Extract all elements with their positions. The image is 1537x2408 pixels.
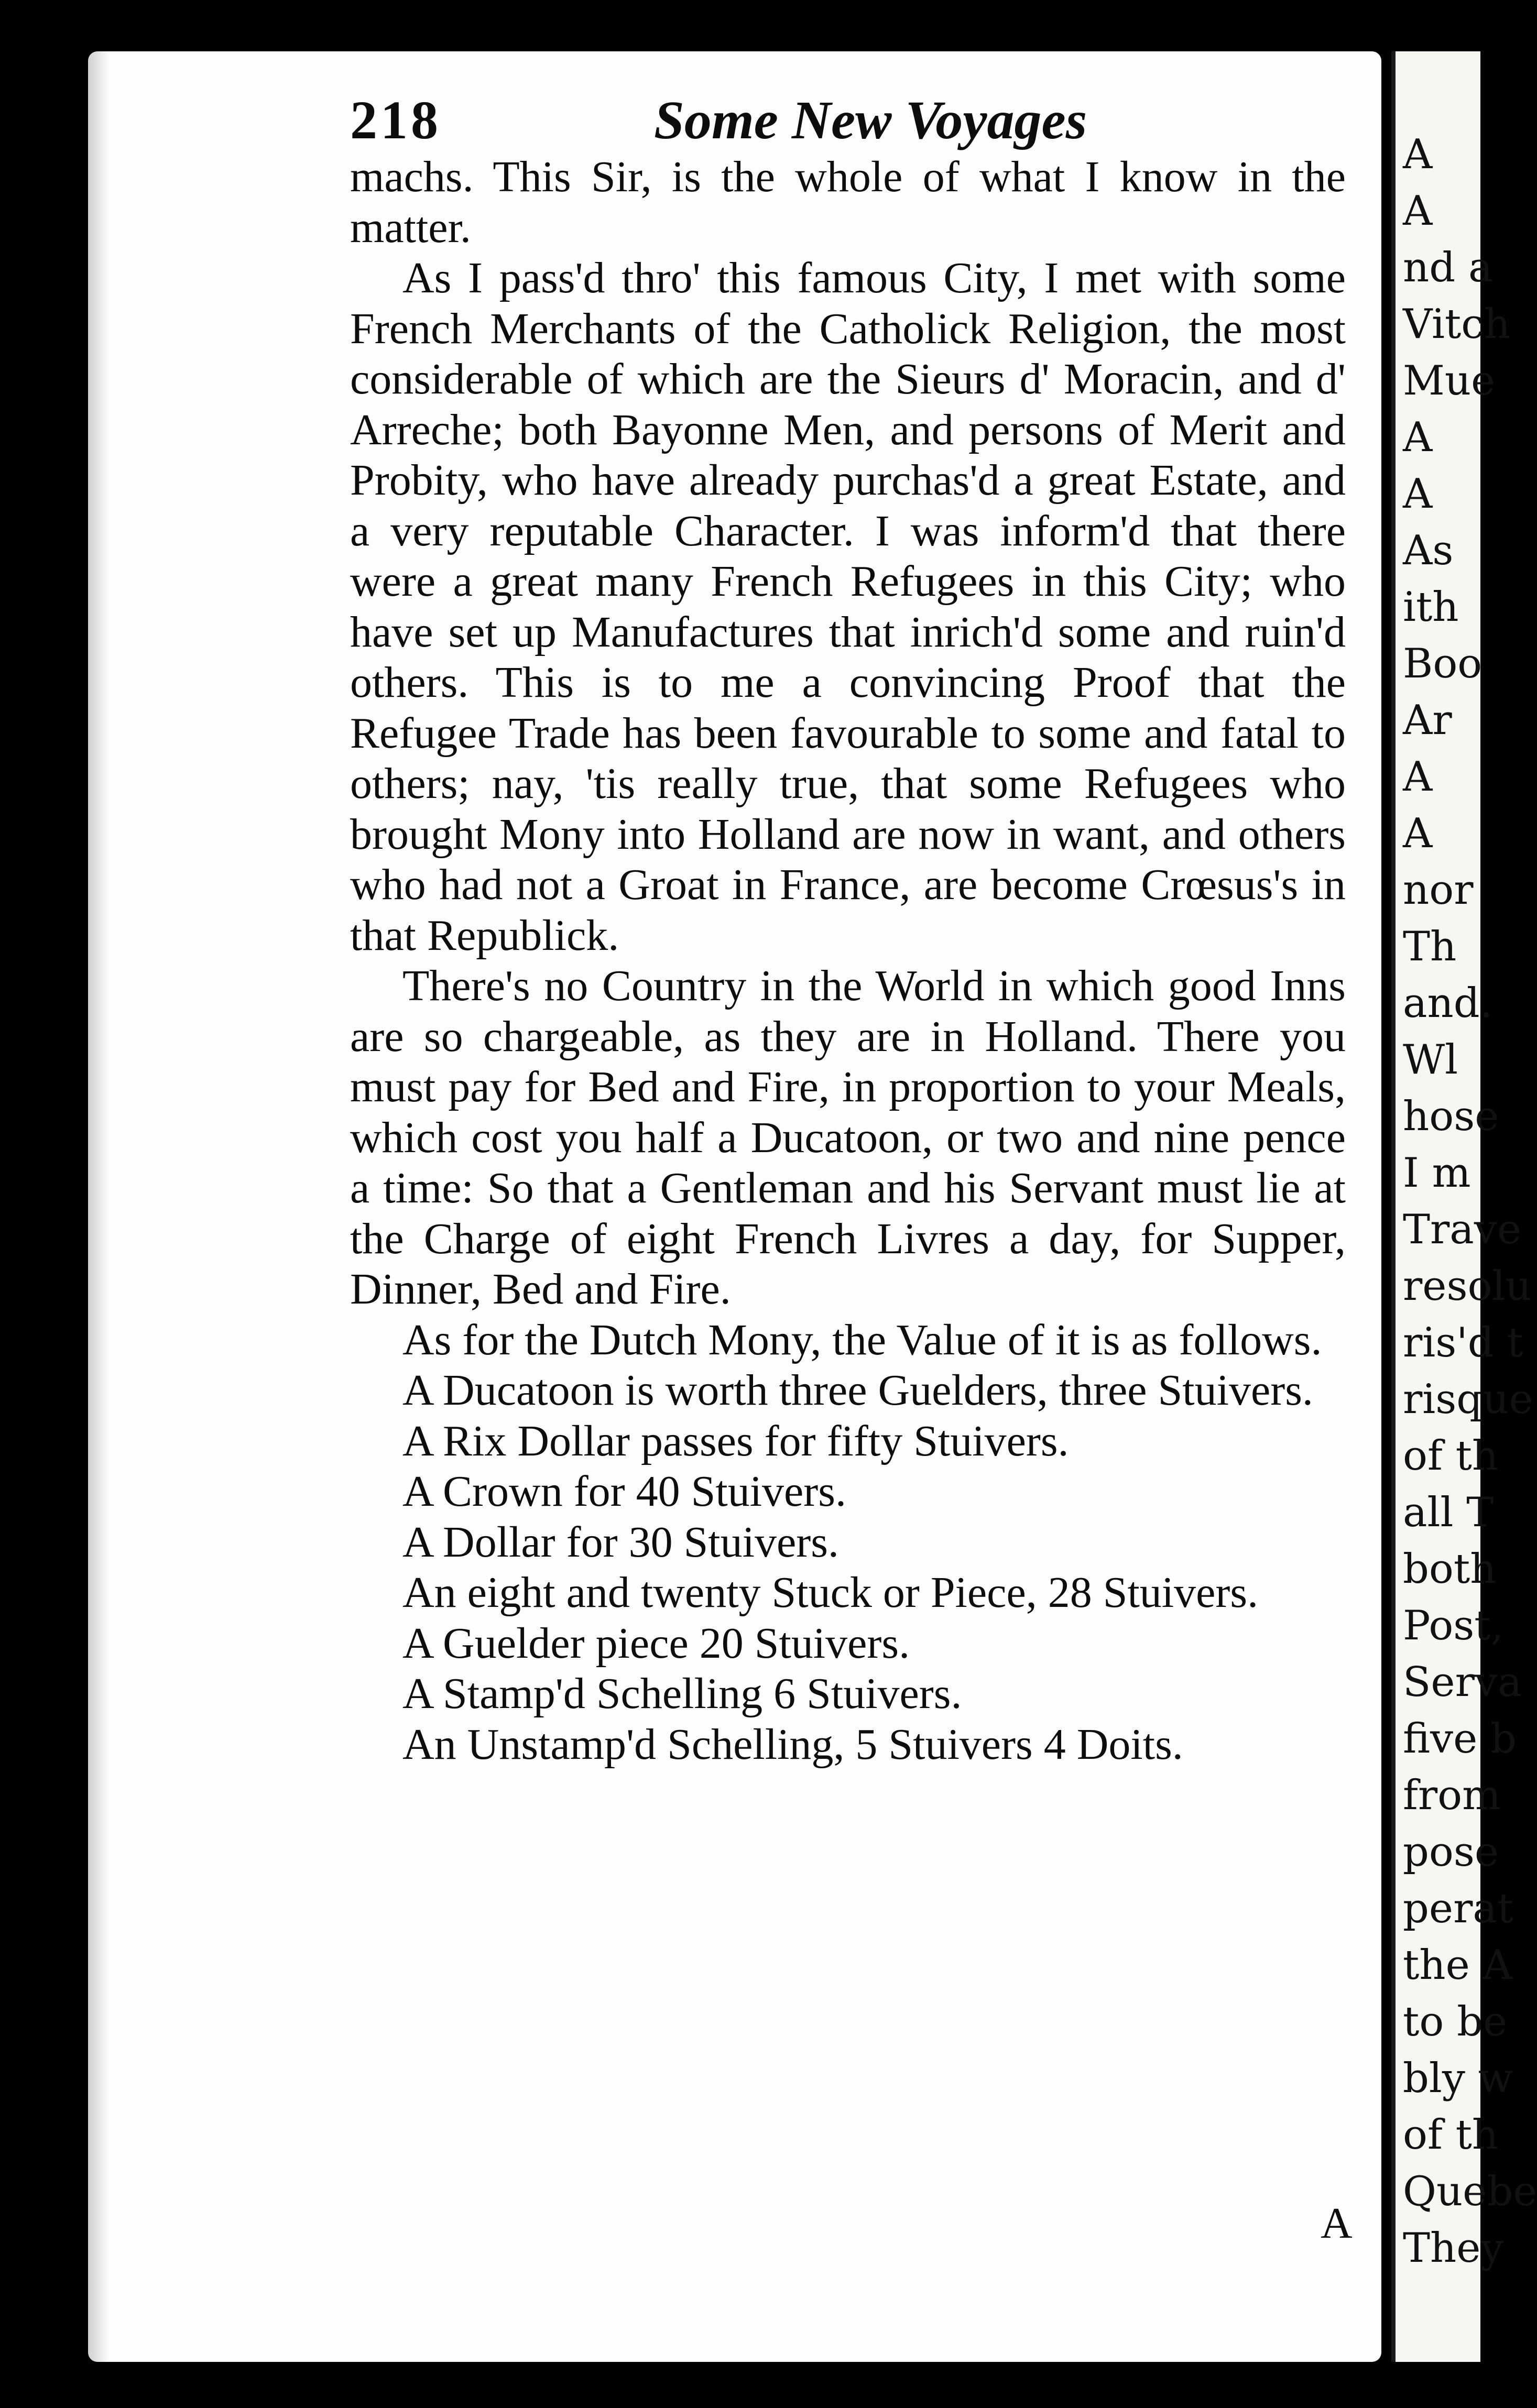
money-item: A Crown for 40 Stuivers. xyxy=(402,1467,846,1516)
facing-page-fragment: Quebe xyxy=(1403,2168,1537,2215)
paragraph-1: machs. This Sir, is the whole of what I know in the matter. xyxy=(350,152,1346,252)
facing-page-fragment: ris'd t xyxy=(1403,1319,1523,1366)
facing-page-fragment: Post, xyxy=(1403,1602,1504,1649)
facing-page-fragment: nor xyxy=(1403,867,1474,914)
facing-page-fragment: A xyxy=(1403,414,1433,461)
facing-page-fragment: Ar xyxy=(1403,697,1452,744)
paragraph-3: There's no Country in the World in which good Inns are so chargeable, as they are in Holland. There you must pay for Bed and Fire, in proportion to your Meals, which cost you half a Ducatoon, or two and nine pence a time: So that a Gentleman and his Servant must lie at the Charge of eight French Livres a day, for Supper, Dinner, Bed and Fire. xyxy=(350,961,1346,1314)
page-number: 218 xyxy=(350,90,441,150)
facing-page-fragment: the A xyxy=(1403,1942,1512,1989)
facing-page-fragment: bly w xyxy=(1403,2055,1513,2102)
facing-page-fragment: perat xyxy=(1403,1885,1514,1932)
facing-page-fragment: of th xyxy=(1403,1432,1499,1480)
money-item: A Ducatoon is worth three Guelders, three Stuivers. xyxy=(402,1366,1313,1415)
facing-page-fragment: A xyxy=(1403,810,1433,857)
facing-page-fragment: Boo xyxy=(1403,640,1483,687)
facing-page-fragment: Serva xyxy=(1403,1659,1522,1706)
facing-page-strip xyxy=(1391,51,1537,2362)
facing-page-fragment: Trave xyxy=(1403,1206,1522,1253)
facing-page-fragment: from xyxy=(1403,1772,1501,1819)
facing-page-fragment: I m xyxy=(1403,1150,1471,1197)
facing-page-fragment: A xyxy=(1403,188,1433,235)
facing-page-fragment: A xyxy=(1403,470,1433,518)
facing-page-fragment: Wl xyxy=(1403,1036,1458,1083)
running-title: Some New Voyages xyxy=(654,90,1087,150)
page-text xyxy=(350,73,1346,1770)
facing-page-fragment: and. xyxy=(1403,980,1493,1027)
facing-page-fragment: A xyxy=(1403,131,1433,178)
facing-page-fragment: both xyxy=(1403,1546,1497,1593)
page-header xyxy=(350,73,1346,152)
money-item: An Unstamp'd Schelling, 5 Stuivers 4 Doits. xyxy=(402,1720,1183,1769)
money-item: An eight and twenty Stuck or Piece, 28 Stuivers. xyxy=(402,1568,1259,1617)
facing-page-fragment: pose xyxy=(1403,1829,1499,1876)
money-item: A Guelder piece 20 Stuivers. xyxy=(402,1618,910,1668)
facing-page-fragment: Mue xyxy=(1403,357,1496,404)
paragraph-4: As for the Dutch Mony, the Value of it is as follows. xyxy=(402,1315,1322,1364)
facing-page-fragment: ith xyxy=(1403,584,1459,631)
facing-page-fragment: five b xyxy=(1403,1715,1517,1763)
money-item: A Stamp'd Schelling 6 Stuivers. xyxy=(402,1669,962,1718)
catchword: A xyxy=(1321,2199,1353,2248)
paragraph-2: As I pass'd thro' this famous City, I met with some French Merchants of the Catholick Religion, the most considerable of which are the Sieurs d' Moracin, and d' Arreche; both Bayonne Men, and persons of Merit and Probity, who have already purchas'd a great Estate, and a very reputable Character. I was inform'd that there were a great many French Refugees in this City; who have set up Manufactures that inrich'd some and ruin'd others. This is to me a convincing Proof that the Refugee Trade has been favourable to some and fatal to others; nay, 'tis really true, that some Refugees who brought Mony into Holland are now in want, and others who had not a Groat in France, are become Crœsus's in that Republick. xyxy=(350,254,1346,960)
money-item: A Dollar for 30 Stuivers. xyxy=(402,1517,839,1567)
facing-page-fragment: Th xyxy=(1403,923,1457,970)
facing-page-fragment: to be xyxy=(1403,1998,1508,2045)
facing-page-fragment: resolu xyxy=(1403,1263,1532,1310)
facing-page-fragment: all T xyxy=(1403,1489,1494,1536)
money-list xyxy=(350,1365,1346,1770)
facing-page-fragment: of th xyxy=(1403,2111,1499,2159)
facing-page-fragment: risque xyxy=(1403,1376,1533,1423)
facing-page-fragment: hose xyxy=(1403,1093,1499,1140)
facing-page-fragment: As xyxy=(1403,527,1454,574)
facing-page-fragment: nd a xyxy=(1403,244,1493,291)
facing-page-fragment: Vitch xyxy=(1403,301,1511,348)
facing-page-fragment: A xyxy=(1403,753,1433,801)
page-shadow xyxy=(88,51,109,2362)
facing-page-fragment: They xyxy=(1403,2225,1504,2272)
money-item: A Rix Dollar passes for fifty Stuivers. xyxy=(402,1416,1069,1465)
